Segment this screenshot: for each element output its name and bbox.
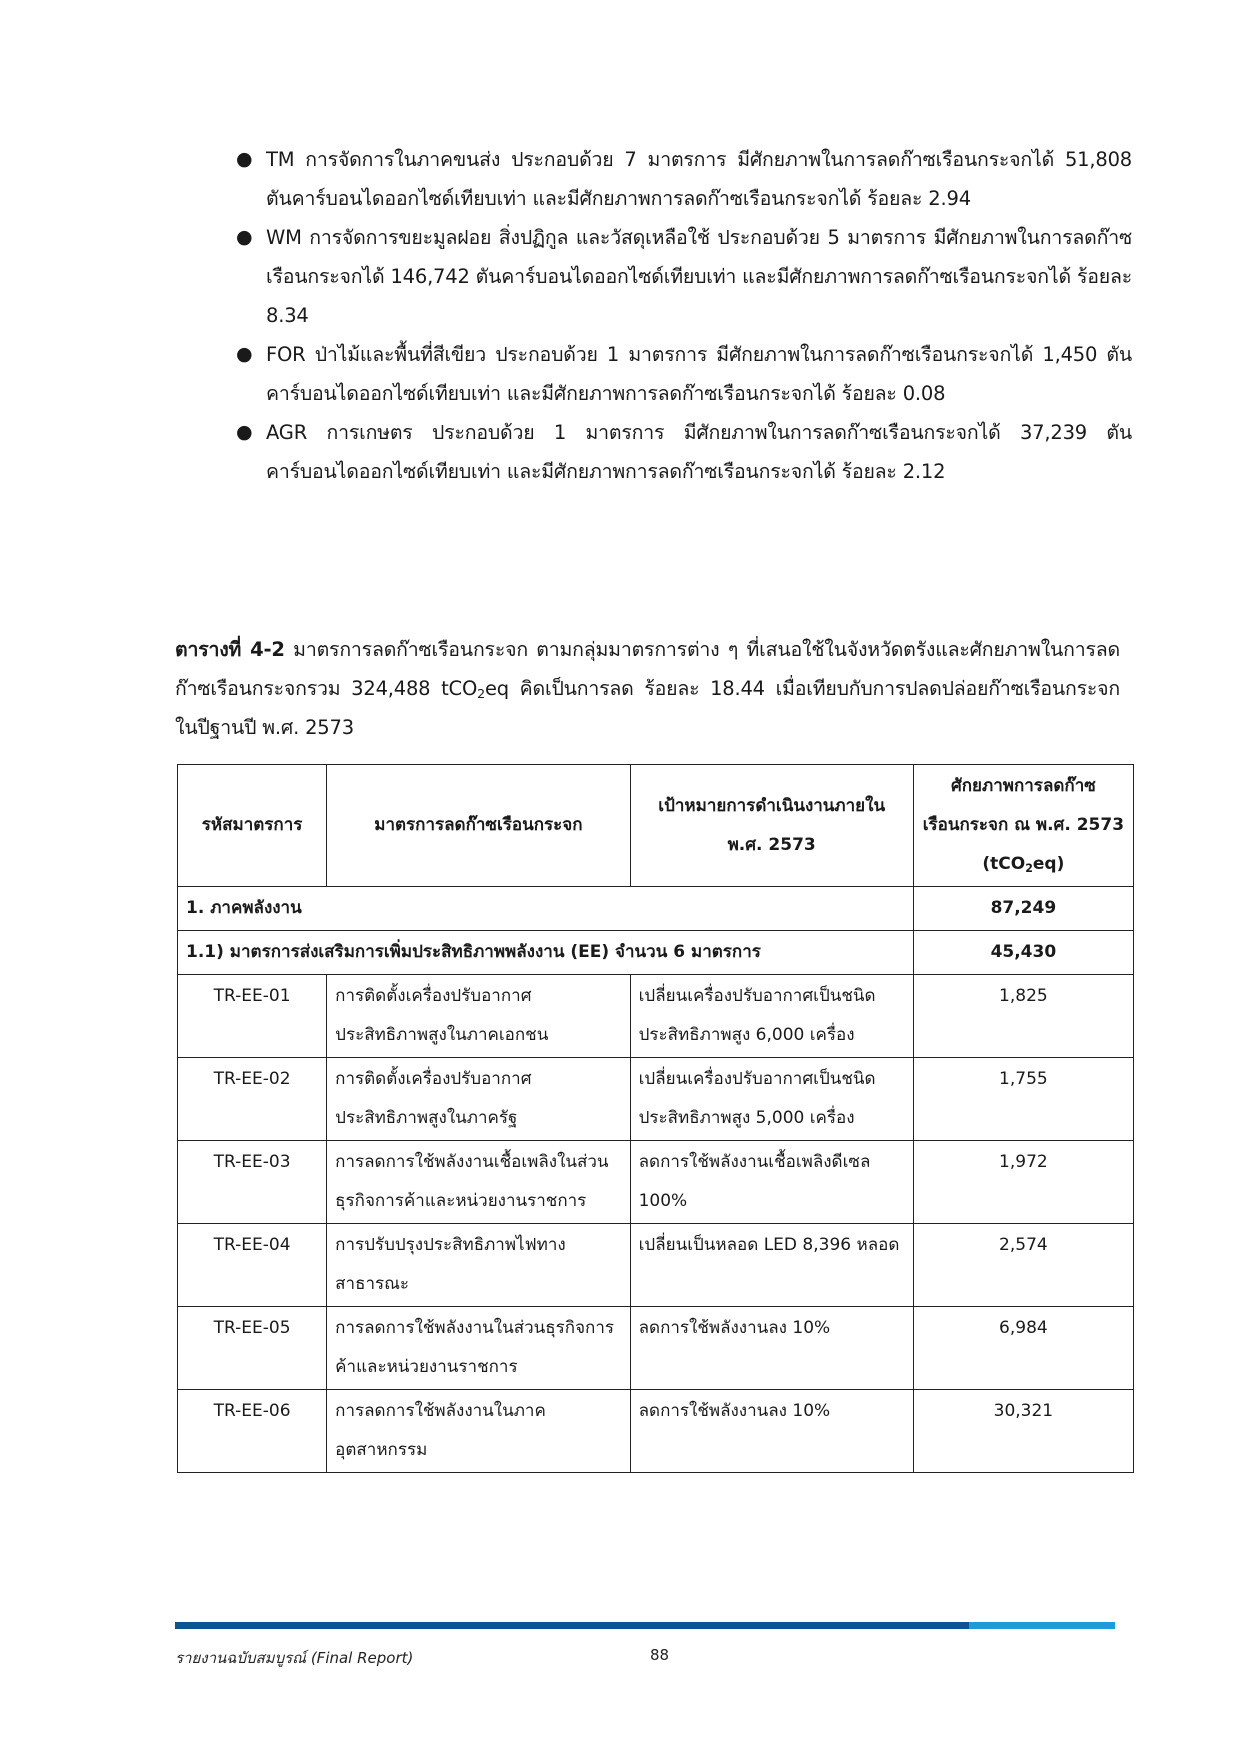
table-header-row	[178, 765, 1134, 887]
bullet-text: FOR ป่าไม้และพื้นที่สีเขียว ประกอบด้วย 1 มาตรการ มีศักยภาพในการลดก๊าซเรือนกระจกได้ 1,450 ตันคาร์บอนไดออกไซด์เทียบเท่า และมีศักยภาพการลดก๊าซเรือนกระจกได้ ร้อยละ 0.08	[266, 343, 1132, 405]
cell-value: 30,321	[913, 1390, 1133, 1473]
header-potential-unit	[922, 845, 1125, 884]
bullet-item-tm	[232, 140, 1132, 218]
bullet-text: TM การจัดการในภาคขนส่ง ประกอบด้วย 7 มาตรการ มีศักยภาพในการลดก๊าซเรือนกระจกได้ 51,808 ตันคาร์บอนไดออกไซด์เทียบเท่า และมีศักยภาพการลดก๊าซเรือนกระจกได้ ร้อยละ 2.94	[266, 148, 1132, 210]
bullet-text: WM การจัดการขยะมูลฝอย สิ่งปฏิกูล และวัสดุเหลือใช้ ประกอบด้วย 5 มาตรการ มีศักยภาพในการลดก๊าซเรือนกระจกได้ 146,742 ตันคาร์บอนไดออกไซด์เทียบเท่า และมีศักยภาพการลดก๊าซเรือนกระจกได้ ร้อยละ 8.34	[266, 226, 1132, 327]
table-caption	[175, 630, 1120, 747]
bullet-icon: ●	[236, 343, 253, 365]
caption-subscript: 2	[477, 686, 485, 702]
unit-sub: 2	[1025, 861, 1033, 875]
unit-post: eq)	[1032, 854, 1065, 874]
cell-target: ลดการใช้พลังงานเชื้อเพลิงดีเซล 100%	[630, 1141, 913, 1224]
cell-code: TR-EE-03	[178, 1141, 327, 1224]
group-row	[178, 931, 1134, 975]
cell-name: การลดการใช้พลังงานเชื้อเพลิงในส่วนธุรกิจการค้าและหน่วยงานราชการ	[327, 1141, 630, 1224]
bullet-list	[232, 140, 1132, 491]
cell-code: TR-EE-01	[178, 975, 327, 1058]
header-potential-line1: ศักยภาพการลดก๊าซ	[950, 776, 1096, 796]
bullet-text: AGR การเกษตร ประกอบด้วย 1 มาตรการ มีศักยภาพในการลดก๊าซเรือนกระจกได้ 37,239 ตันคาร์บอนไดออกไซด์เทียบเท่า และมีศักยภาพการลดก๊าซเรือนกระจกได้ ร้อยละ 2.12	[266, 421, 1132, 483]
cell-code: TR-EE-05	[178, 1307, 327, 1390]
bullet-item-for	[232, 335, 1132, 413]
sector-label: 1. ภาคพลังงาน	[178, 887, 914, 931]
header-target: เป้าหมายการดำเนินงานภายใน พ.ศ. 2573	[630, 765, 913, 887]
group-value: 45,430	[913, 931, 1133, 975]
cell-value: 1,755	[913, 1058, 1133, 1141]
bullet-icon: ●	[236, 226, 253, 248]
cell-target: เปลี่ยนเครื่องปรับอากาศเป็นชนิดประสิทธิภาพสูง 5,000 เครื่อง	[630, 1058, 913, 1141]
cell-name: การลดการใช้พลังงานในภาคอุตสาหกรรม	[327, 1390, 630, 1473]
table-row	[178, 1307, 1134, 1390]
page-number: 88	[650, 1646, 670, 1664]
cell-target: เปลี่ยนเครื่องปรับอากาศเป็นชนิดประสิทธิภาพสูง 6,000 เครื่อง	[630, 975, 913, 1058]
cell-target: ลดการใช้พลังงานลง 10%	[630, 1307, 913, 1390]
cell-name: การลดการใช้พลังงานในส่วนธุรกิจการค้าและหน่วยงานราชการ	[327, 1307, 630, 1390]
table-row	[178, 1390, 1134, 1473]
cell-value: 2,574	[913, 1224, 1133, 1307]
cell-code: TR-EE-04	[178, 1224, 327, 1307]
table-row	[178, 1141, 1134, 1224]
table-row	[178, 975, 1134, 1058]
group-label: 1.1) มาตรการส่งเสริมการเพิ่มประสิทธิภาพพลังงาน (EE) จำนวน 6 มาตรการ	[178, 931, 914, 975]
cell-code: TR-EE-06	[178, 1390, 327, 1473]
sector-value: 87,249	[913, 887, 1133, 931]
cell-target: เปลี่ยนเป็นหลอด LED 8,396 หลอด	[630, 1224, 913, 1307]
table-row	[178, 1058, 1134, 1141]
cell-name: การติดตั้งเครื่องปรับอากาศประสิทธิภาพสูงในภาคเอกชน	[327, 975, 630, 1058]
bullet-icon: ●	[236, 421, 253, 443]
cell-name: การปรับปรุงประสิทธิภาพไฟทางสาธารณะ	[327, 1224, 630, 1307]
footer-bar-light-segment	[969, 1622, 1115, 1629]
cell-code: TR-EE-02	[178, 1058, 327, 1141]
table-caption-label: ตารางที่ 4-2	[175, 638, 285, 661]
cell-name: การติดตั้งเครื่องปรับอากาศประสิทธิภาพสูงในภาครัฐ	[327, 1058, 630, 1141]
table-row	[178, 1224, 1134, 1307]
caption-text-after: eq คิดเป็นการลด ร้อยละ 18.44 เมื่อเทียบกับการปลดปล่อยก๊าซเรือนกระจก ในปีฐานปี พ.ศ. 2573	[175, 677, 1120, 739]
cell-value: 1,825	[913, 975, 1133, 1058]
header-code: รหัสมาตรการ	[178, 765, 327, 887]
header-potential-line2: เรือนกระจก ณ พ.ศ. 2573	[922, 815, 1125, 835]
cell-value: 1,972	[913, 1141, 1133, 1224]
header-name: มาตรการลดก๊าซเรือนกระจก	[327, 765, 630, 887]
caption-text-before: มาตรการลดก๊าซเรือนกระจก ตามกลุ่มมาตรการต่าง ๆ ที่เสนอใช้ในจังหวัดตรังและศักยภาพในการลดก๊าซเรือนกระจกรวม 324,488 tCO	[175, 638, 1120, 700]
bullet-item-wm	[232, 218, 1132, 335]
footer-bar-dark-segment	[175, 1622, 969, 1629]
cell-value: 6,984	[913, 1307, 1133, 1390]
bullet-icon: ●	[236, 148, 253, 170]
cell-target: ลดการใช้พลังงานลง 10%	[630, 1390, 913, 1473]
unit-pre: (tCO	[982, 854, 1026, 874]
measures-table	[177, 764, 1134, 1473]
footer-report-title: รายงานฉบับสมบูรณ์ (Final Report)	[175, 1649, 414, 1667]
sector-row	[178, 887, 1134, 931]
bullet-item-agr	[232, 413, 1132, 491]
header-potential	[913, 765, 1133, 887]
footer-divider-bar	[175, 1622, 1115, 1629]
